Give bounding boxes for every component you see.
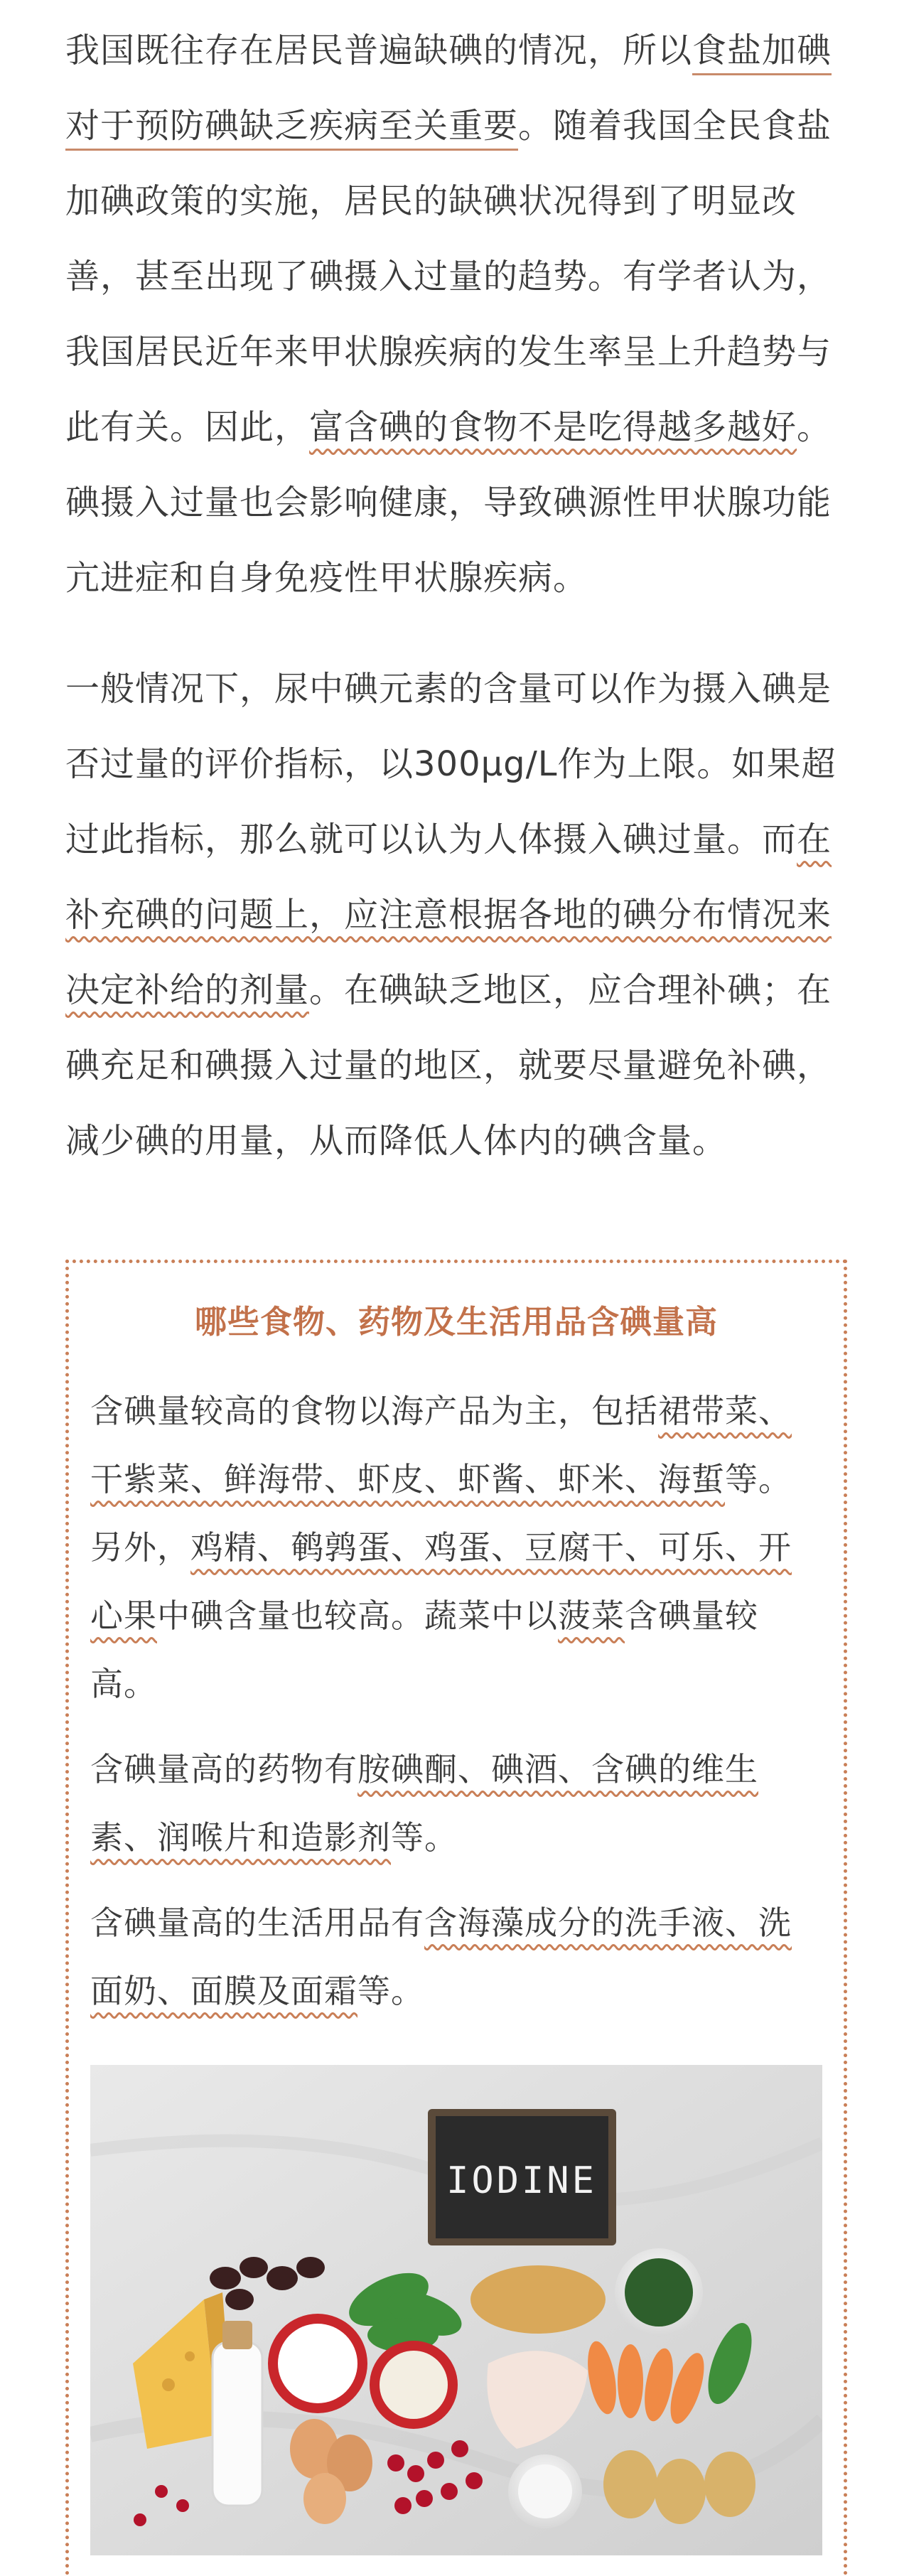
- chickpeas: [470, 2265, 606, 2334]
- text-run: 。碘摄入过量也会影响健康，导致碘源性甲状腺功能亢进症和自身免疫性甲状腺疾病。: [65, 407, 832, 598]
- wavy-underlined-text: 在补充碘的问题上，应注意根据各地的碘分布情况来决定补给的剂量: [65, 820, 832, 1010]
- wavy-underlined-text: 含海藻成分的洗手液、洗面奶、面膜及面霜: [90, 1904, 792, 2010]
- foods-paragraph: [90, 1377, 822, 1718]
- intro-paragraph-1: [65, 13, 847, 616]
- chalkboard: [428, 2109, 616, 2245]
- daily-products-paragraph: [90, 1889, 822, 2025]
- wavy-underlined-text: 裙带菜、干紫菜、鲜海带、虾皮、虾酱、虾米、海蜇: [90, 1392, 792, 1498]
- underlined-text: 食盐加碘对于预防碘缺乏疾病至关重要: [65, 31, 832, 151]
- text-run: 等。: [357, 1972, 424, 2010]
- chalkboard-text: IODINE: [446, 2159, 597, 2202]
- wavy-underlined-text: 菠菜: [558, 1596, 625, 1635]
- text-run: 中碘含量也较高。蔬菜中以: [157, 1596, 558, 1635]
- iodine-foods-illustration: [90, 2065, 822, 2555]
- iodine-sources-box: [65, 1260, 847, 2576]
- drugs-paragraph: [90, 1735, 822, 1872]
- intro-section: [65, 13, 847, 1214]
- text-run: 含碘量较高的食物以海产品为主，包括: [90, 1392, 658, 1430]
- text-run: 含碘量较高。: [90, 1596, 758, 1703]
- text-run: 。随着我国全民食盐加碘政策的实施，居民的缺碘状况得到了明显改善，甚至出现了碘摄入过量的趋势。有学者认为，我国居民近年来甲状腺疾病的发生率呈上升趋势与此有关。因此，: [65, 106, 832, 447]
- wavy-underlined-text: 富含碘的食物不是吃得越多越好: [309, 407, 797, 447]
- potatoes: [603, 2450, 755, 2524]
- text-run: 我国既往存在居民普遍缺碘的情况，所以: [65, 31, 693, 70]
- milk-bottle: [213, 2321, 262, 2506]
- text-run: 含碘量高的生活用品有: [90, 1904, 424, 1942]
- text-run: 等。: [391, 1818, 458, 1857]
- iodine-foods-photo: [90, 2065, 822, 2555]
- text-run: 一般情况下，尿中碘元素的含量可以作为摄入碘是否过量的评价指标，以300μg/L作为上限。如果超过此指标，那么就可以认为人体摄入碘过量。而: [65, 669, 837, 859]
- box-body: [90, 1377, 822, 2042]
- intro-paragraph-2: [65, 651, 847, 1179]
- text-run: 。在碘缺乏地区，应合理补碘；在碘充足和碘摄入过量的地区，就要尽量避免补碘，减少碘的用量，从而降低人体内的碘含量。: [65, 970, 832, 1161]
- box-title: 哪些食物、药物及生活用品含碘量高: [194, 1303, 718, 1341]
- wavy-underlined-text: 鸡精、鹌鹑蛋、鸡蛋、豆腐干、可乐、开心果: [90, 1528, 792, 1635]
- wavy-underlined-text: 胺碘酮、碘酒、含碘的维生素、润喉片和造影剂: [90, 1750, 758, 1857]
- text-run: 等。另外，: [90, 1460, 792, 1567]
- text-run: 含碘量高的药物有: [90, 1750, 357, 1788]
